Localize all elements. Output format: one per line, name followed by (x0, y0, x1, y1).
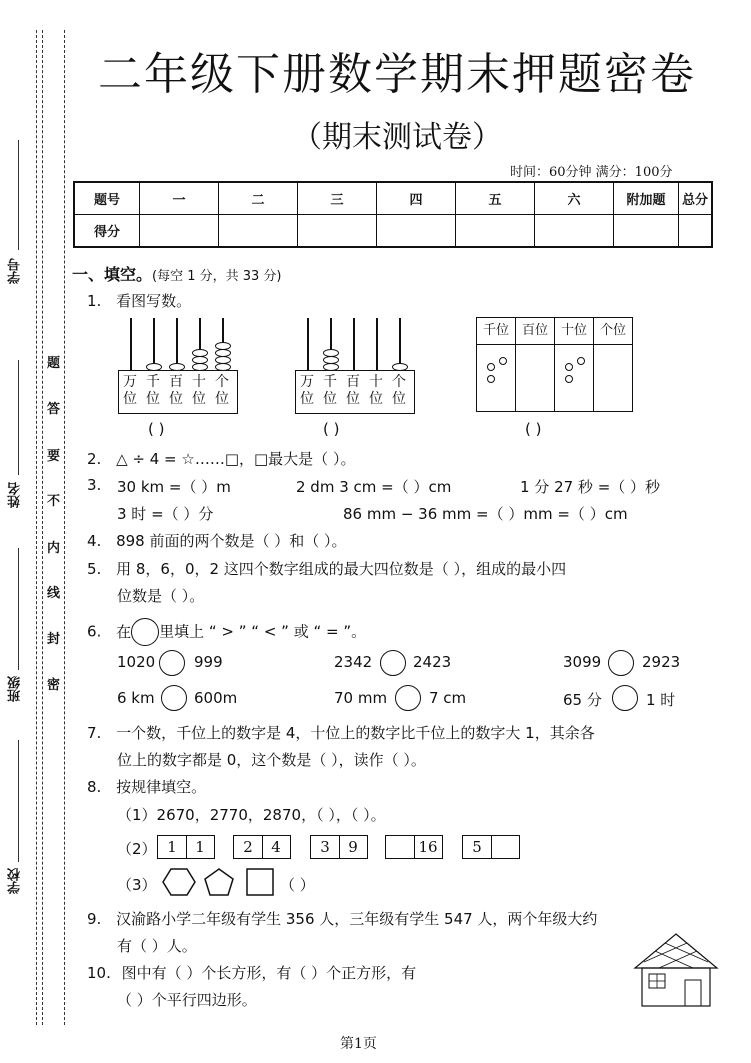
abacus-bead (215, 356, 231, 364)
circle-icon (131, 618, 159, 646)
table-header-cell: 六 (535, 182, 614, 215)
question-3-part: 86 mm − 36 mm =（ ）mm =（ ）cm (343, 505, 628, 523)
pattern-digit: 16 (418, 838, 438, 856)
question-9 (87, 908, 597, 929)
question-7-cont: 位上的数字都是 0，这个数是（ ），读作（ ）。 (117, 751, 426, 769)
box-divider (491, 836, 492, 858)
counter-dot (565, 375, 573, 383)
question-9-cont: 有（ ）人。 (117, 937, 197, 955)
abacus-bead (215, 342, 231, 350)
question-text: 图中有（ ）个长方形，有（ ）个正方形，有 (121, 964, 417, 982)
abacus-place-label: 万 (123, 374, 137, 390)
shape-sequence (155, 866, 285, 898)
compare-left: 1020 (117, 653, 156, 671)
house-figure (633, 932, 719, 1010)
counter-dot (487, 363, 495, 371)
score-cell[interactable] (377, 215, 456, 248)
abacus-bead (192, 363, 208, 371)
question-3-part: 3 时 =（ ）分 (117, 505, 214, 523)
abacus-bead (146, 363, 162, 371)
name-label: 姓名 (8, 482, 23, 508)
score-cell[interactable] (456, 215, 535, 248)
abacus-place-label: 位 (369, 391, 383, 407)
abacus-place-label: 千 (146, 374, 160, 390)
roof-lattice (655, 951, 693, 968)
abacus-place-label: 位 (146, 391, 160, 407)
question-3-part: 2 dm 3 cm =（ ）cm (296, 478, 452, 496)
abacus-place-label: 万 (300, 374, 314, 390)
pattern-box (233, 835, 291, 859)
section-note: (每空 1 分，共 33 分) (152, 269, 282, 284)
table-row (74, 182, 712, 215)
abacus-rod (307, 318, 309, 371)
score-cell[interactable] (679, 215, 713, 248)
abacus-bead (192, 356, 208, 364)
question-text: 在 (116, 622, 132, 641)
abacus-bead (323, 349, 339, 357)
place-cell (594, 345, 632, 411)
abacus-place-label: 千 (323, 374, 337, 390)
abacus-place-label: 位 (346, 391, 360, 407)
abacus-place-label: 百 (169, 374, 183, 390)
compare-left: 3099 (563, 653, 602, 671)
pattern-digit: 4 (271, 838, 281, 856)
place-cell (555, 345, 594, 411)
table-header-cell: 一 (140, 182, 219, 215)
place-label: 千位 (477, 318, 516, 344)
roof-lattice (659, 951, 697, 968)
table-header-cell: 附加题 (614, 182, 679, 215)
class-label: 班级 (8, 676, 23, 702)
question-10 (87, 962, 416, 983)
time-info: 时间：60分钟 满分：100分 (510, 165, 673, 180)
compare-right: 1 时 (646, 691, 676, 709)
compare-circle[interactable] (608, 650, 634, 676)
name-line[interactable] (18, 360, 19, 475)
score-row-label: 得分 (74, 215, 140, 248)
score-cell[interactable] (140, 215, 219, 248)
roof-lattice (665, 943, 708, 962)
pattern-digit: 5 (472, 838, 482, 856)
question-number: 6. (87, 622, 102, 641)
question-7 (87, 722, 595, 743)
seal-char: 题 (47, 356, 61, 371)
section-title: 一、填空。 (72, 265, 153, 284)
abacus-place-label: 位 (192, 391, 206, 407)
abacus-bead (169, 363, 185, 371)
abacus-place-label: 位 (123, 391, 137, 407)
question-8-sub3-label: （3） (117, 876, 157, 894)
seal-char: 封 (47, 632, 61, 647)
compare-left: 65 分 (563, 691, 602, 709)
question-text: 用 8，6，0，2 这四个数字组成的最大四位数是（ ），组成的最小四 (116, 560, 567, 578)
student-id-line[interactable] (18, 140, 19, 250)
abacus-place-label: 位 (392, 391, 406, 407)
abacus-place-label: 位 (300, 391, 314, 407)
abacus-bead (192, 349, 208, 357)
abacus-place-label: 百 (346, 374, 360, 390)
pattern-digit: 9 (348, 838, 358, 856)
question-8 (87, 776, 206, 797)
pattern-digit: 1 (195, 838, 205, 856)
seal-char: 不 (47, 494, 61, 509)
question-text: 按规律填空。 (116, 778, 207, 796)
question-4 (87, 530, 347, 551)
compare-right: 999 (194, 653, 223, 671)
compare-circle[interactable] (395, 685, 421, 711)
question-3-part: 30 km =（ ）m (117, 478, 231, 496)
question-number: 4. (87, 532, 102, 550)
abacus-place-label: 十 (369, 374, 383, 390)
counter-dot (565, 363, 573, 371)
pentagon-icon (205, 869, 233, 895)
question-number: 2. (87, 450, 102, 468)
table-header-cell: 二 (219, 182, 298, 215)
question-text: △ ÷ 4 = ☆……□，□最大是（ ）。 (116, 450, 356, 468)
place-value-body (477, 345, 632, 411)
page-subtitle: （期末测试卷） (292, 120, 502, 155)
student-id-label: 学号 (8, 258, 23, 284)
answer-blank[interactable]: ( ) (525, 420, 542, 438)
place-label: 个位 (599, 323, 626, 338)
abacus-2 (295, 318, 415, 413)
question-number: 9. (87, 910, 102, 928)
answer-blank[interactable]: （ ） (280, 876, 315, 894)
question-number: 7. (87, 724, 102, 742)
seal-char: 要 (47, 449, 61, 464)
place-value-header (477, 318, 632, 345)
compare-circle[interactable] (380, 650, 406, 676)
compare-circle[interactable] (159, 650, 185, 676)
compare-right: 7 cm (429, 689, 467, 707)
question-5 (87, 558, 566, 579)
pattern-box (462, 835, 520, 859)
question-number: 1. (87, 292, 102, 310)
place-cell (516, 345, 555, 411)
table-header-cell: 四 (377, 182, 456, 215)
abacus-bead (392, 363, 408, 371)
table-header-cell: 五 (456, 182, 535, 215)
abacus-place-label: 个 (392, 374, 406, 390)
question-number: 10. (87, 964, 111, 982)
question-number: 5. (87, 560, 102, 578)
roof-lattice (644, 943, 687, 962)
answer-blank[interactable]: ( ) (323, 420, 340, 438)
score-cell[interactable] (535, 215, 614, 248)
compare-left: 2342 (334, 653, 373, 671)
section-heading (72, 262, 282, 285)
pattern-box (157, 835, 215, 859)
question-text: 898 前面的两个数是（ ）和（ ）。 (116, 532, 347, 550)
score-cell[interactable] (298, 215, 377, 248)
question-6 (87, 618, 366, 646)
class-line[interactable] (18, 548, 19, 670)
answer-blank[interactable]: ( ) (148, 420, 165, 438)
question-3-number: 3. (87, 476, 102, 494)
page-number: 第1页 (340, 1036, 377, 1052)
place-label: 百位 (516, 318, 555, 344)
question-text: 里填上 “ > ” “ < ” 或 “ = ”。 (159, 622, 367, 641)
place-value-table (476, 317, 633, 412)
question-10-cont: （ ）个平行四边形。 (117, 991, 257, 1009)
compare-left: 6 km (117, 689, 155, 707)
question-8-sub1: （1）2670，2770，2870，（ ），（ ）。 (117, 806, 386, 824)
compare-circle[interactable] (161, 685, 187, 711)
question-5-cont: 位数是（ ）。 (117, 587, 205, 605)
question-text: 看图写数。 (116, 292, 192, 310)
question-8-sub2-label: （2） (117, 840, 157, 858)
abacus-rod (353, 318, 355, 371)
seal-char: 答 (47, 402, 61, 417)
question-text: 一个数，千位上的数字是 4，十位上的数字比千位上的数字大 1，其余各 (116, 724, 595, 742)
compare-right: 600m (194, 689, 238, 707)
question-3-part: 1 分 27 秒 =（ ）秒 (520, 478, 661, 496)
seal-char: 内 (47, 541, 61, 556)
compare-circle[interactable] (612, 685, 638, 711)
question-2 (87, 448, 355, 469)
compare-left: 70 mm (334, 689, 388, 707)
margin-dashed-line (64, 30, 65, 1025)
abacus-place-label: 个 (215, 374, 229, 390)
question-text: 汉渝路小学二年级有学生 356 人，三年级有学生 547 人，两个年级大约 (116, 910, 598, 928)
seal-char: 线 (47, 586, 61, 601)
abacus-place-label: 位 (215, 391, 229, 407)
counter-dot (487, 375, 495, 383)
question-number: 8. (87, 778, 102, 796)
table-row (74, 215, 712, 248)
school-line[interactable] (18, 740, 19, 862)
abacus-place-label: 十 (192, 374, 206, 390)
margin-dashed-line (42, 30, 43, 1025)
abacus-1 (118, 318, 238, 413)
pattern-digit: 3 (320, 838, 330, 856)
abacus-place-label: 位 (323, 391, 337, 407)
counter-dot (577, 357, 585, 365)
score-cell[interactable] (219, 215, 298, 248)
table-header-cell: 三 (298, 182, 377, 215)
place-label: 十位 (555, 318, 594, 344)
margin-dashed-line (36, 30, 37, 1025)
place-cell (477, 345, 516, 411)
compare-right: 2923 (642, 653, 681, 671)
house-roof (635, 934, 717, 968)
score-cell[interactable] (614, 215, 679, 248)
abacus-rod (130, 318, 132, 371)
pattern-digit: 1 (167, 838, 177, 856)
square-icon (247, 869, 273, 895)
abacus-place-label: 位 (169, 391, 183, 407)
abacus-bead (323, 356, 339, 364)
score-table (73, 181, 713, 248)
house-door (685, 980, 701, 1006)
abacus-bead (215, 349, 231, 357)
abacus-bead (215, 363, 231, 371)
abacus-bead (323, 363, 339, 371)
table-header-cell: 题号 (74, 182, 140, 215)
compare-right: 2423 (413, 653, 452, 671)
table-header-cell: 总分 (679, 182, 713, 215)
binding-margin (0, 0, 72, 1040)
page-title: 二年级下册数学期末押题密卷 (98, 49, 696, 100)
counter-dot (499, 357, 507, 365)
pattern-digit: 2 (243, 838, 253, 856)
hexagon-icon (163, 869, 195, 895)
pattern-box (385, 835, 443, 859)
question-1 (87, 290, 191, 311)
seal-char: 密 (47, 678, 61, 693)
pattern-box (310, 835, 368, 859)
school-label: 学校 (8, 868, 23, 894)
abacus-rod (376, 318, 378, 371)
